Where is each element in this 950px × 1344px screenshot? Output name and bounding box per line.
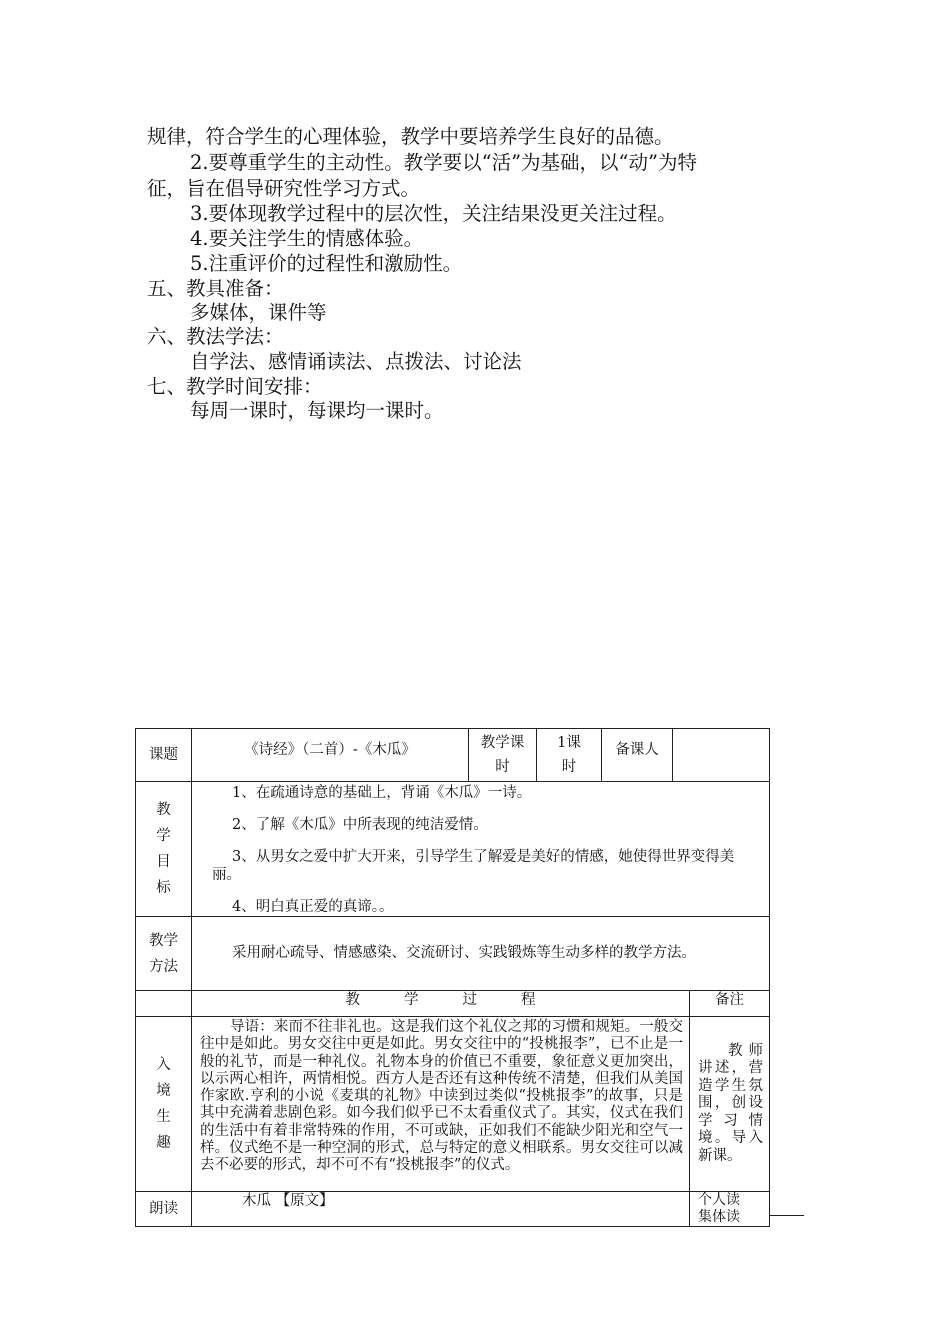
text-line-1: 规律，符合学生的心理体验，教学中要培养学生良好的品德。 <box>147 125 674 148</box>
notes-header: 备注 <box>690 991 770 1017</box>
reading-label: 朗读 <box>136 1192 192 1227</box>
goal-item-4: 4、明白真正爱的真谛。。 <box>232 899 394 915</box>
process-header-char: 学 <box>404 992 419 1008</box>
topic-label: 课题 <box>136 729 192 782</box>
hours-label-line-2: 时 <box>495 759 510 775</box>
method-text: 采用耐心疏导、情感感染、交流研讨、实践锻炼等生动多样的教学方法。 <box>192 917 770 991</box>
process-header-char: 过 <box>462 992 477 1008</box>
method-label-line-1: 教学 <box>149 932 178 949</box>
process-header-blank <box>136 991 192 1017</box>
item-2-line-1: 2.要尊重学生的主动性。教学要以“活”为基础，以“动”为特 <box>190 151 697 174</box>
hours-value-line-1: 1课 <box>557 735 581 751</box>
process-header-char: 程 <box>521 992 536 1008</box>
preparer-value <box>673 729 770 782</box>
section-5-body: 多媒体，课件等 <box>190 301 327 324</box>
goal-item-3: 3、从男女之爱中扩大开来，引导学生了解爱是美好的情感，她使得世界变得美丽。 <box>212 849 735 883</box>
process-header-row <box>136 991 770 1017</box>
item-5: 5.注重评价的过程性和激励性。 <box>190 252 463 275</box>
intro-note: 教师讲述，营造学生氛围，创设学习情境。导入新课。 <box>690 1017 770 1192</box>
method-label <box>136 917 192 991</box>
hours-label <box>469 729 537 782</box>
reading-text: 木瓜 【原文】 <box>192 1192 690 1227</box>
preparer-label: 备课人 <box>602 729 673 782</box>
hours-value <box>537 729 602 782</box>
item-3: 3.要体现教学过程中的层次性，关注结果没更关注过程。 <box>190 202 677 225</box>
item-4: 4.要关注学生的情感体验。 <box>190 227 424 250</box>
goals-label-char: 标 <box>156 880 171 896</box>
goals-content <box>192 782 770 917</box>
topic-value: 《诗经》（二首）-《木瓜》 <box>192 729 469 782</box>
intro-row <box>136 1017 770 1192</box>
item-2-line-2: 征，旨在倡导研究性学习方式。 <box>147 177 421 200</box>
goals-label-char: 目 <box>156 854 171 870</box>
section-6-title: 六、教法学法： <box>147 325 284 348</box>
lesson-plan-table <box>135 728 770 1227</box>
hours-value-line-2: 时 <box>561 759 577 775</box>
intro-label-char: 境 <box>156 1083 171 1099</box>
method-label-line-2: 方法 <box>149 958 178 975</box>
section-6-body: 自学法、感情诵读法、点拨法、讨论法 <box>190 350 522 373</box>
method-row <box>136 917 770 991</box>
reading-note <box>690 1192 770 1227</box>
intro-text: 导语：来而不往非礼也。这是我们这个礼仪之邦的习惯和规矩。一般交往中是如此。男女交往中更是如此。男女交往中的“投桃报李”，已不止是一般的礼节，而是一种礼仪。礼物本身的价值已不重要，象征意义更加突出，以示两心相许，两情相悦。西方人是否还有这种传统不清楚，但我们从美国作家欧.亨利的小说《麦琪的礼物》中读到过类似“投桃报李”的故事，只是其中充满着悲剧色彩。如今我们似乎已不太看重仪式了。其实，仪式在我们的生活中有着非常特殊的作用，不可或缺，正如我们不能缺少阳光和空气一样。仪式绝不是一种空洞的形式，总与特定的意义相联系。男女交往可以减去不必要的形式，却不可不有“投桃报李”的仪式。 <box>192 1017 690 1192</box>
goal-item-2: 2、了解《木瓜》中所表现的纯洁爱情。 <box>232 817 488 833</box>
section-7-body: 每周一课时，每课均一课时。 <box>190 399 444 422</box>
goals-row <box>136 782 770 917</box>
intro-label-char: 生 <box>156 1109 171 1125</box>
reading-note-line-1: 个人读 <box>698 1192 740 1208</box>
reading-note-line-2: 集体读 <box>698 1209 740 1225</box>
intro-label-char: 入 <box>156 1057 171 1073</box>
process-header <box>192 991 690 1017</box>
section-5-title: 五、教具准备： <box>147 277 284 300</box>
goal-item-1: 1、在疏通诗意的基础上，背诵《木瓜》一诗。 <box>232 785 532 801</box>
intro-label <box>136 1017 192 1192</box>
hours-label-line-1: 教学课 <box>480 735 525 751</box>
table-bottom-rule-extension <box>769 1215 804 1216</box>
header-row <box>136 729 770 782</box>
goals-label-char: 教 <box>156 802 171 818</box>
reading-row <box>136 1192 770 1227</box>
intro-label-char: 趣 <box>156 1135 171 1151</box>
process-header-char: 教 <box>345 992 360 1008</box>
goals-label-char: 学 <box>156 828 171 844</box>
goals-label <box>136 782 192 917</box>
section-7-title: 七、教学时间安排： <box>147 375 323 398</box>
